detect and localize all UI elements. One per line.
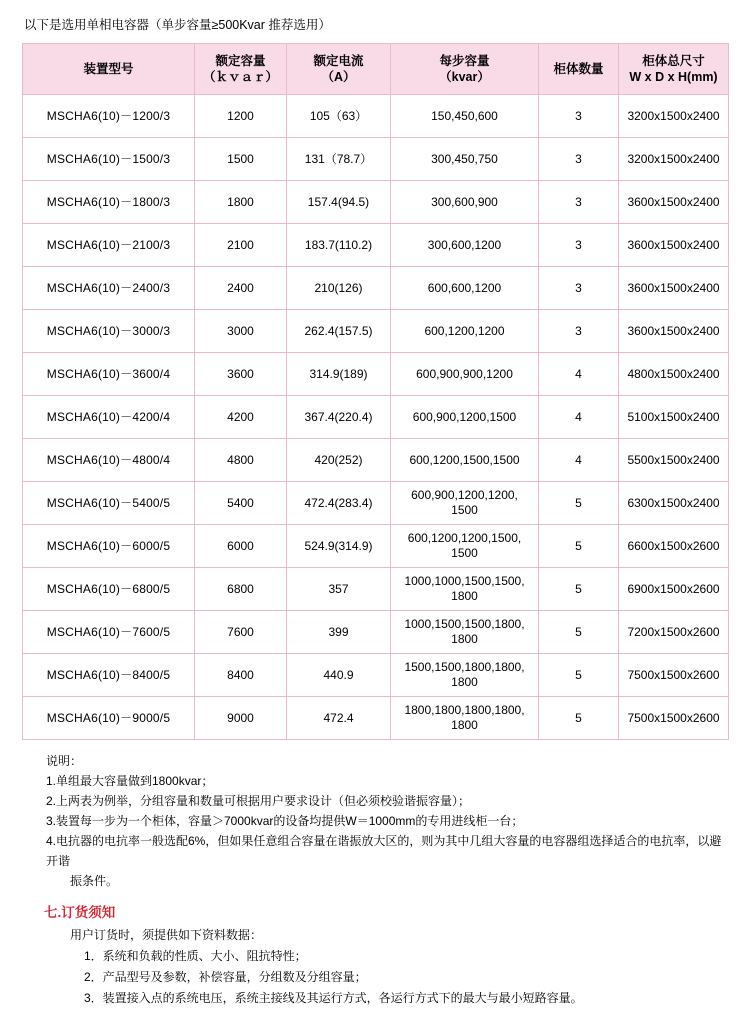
table-row	[23, 267, 729, 310]
list-item: 2．产品型号及参数，补偿容量，分组数及分组容量；	[84, 970, 367, 984]
cell-model: MSCHA6(10)－2400/3	[23, 267, 195, 310]
order-notice-block	[70, 925, 728, 1009]
cell-rated-current: 262.4(157.5)	[287, 310, 391, 353]
cell-step-capacity: 600,600,1200	[391, 267, 539, 310]
cell-rated-current: 183.7(110.2)	[287, 224, 391, 267]
cell-cabinet-size: 7500x1500x2600	[619, 654, 729, 697]
cell-step-capacity: 1000,1000,1500,1500, 1800	[391, 568, 539, 611]
cell-rated-current: 131（78.7）	[287, 138, 391, 181]
cell-rated-capacity: 6000	[195, 525, 287, 568]
cell-model: MSCHA6(10)－1200/3	[23, 95, 195, 138]
cell-rated-capacity: 7600	[195, 611, 287, 654]
cell-cabinet-count: 4	[539, 396, 619, 439]
cell-model: MSCHA6(10)－3000/3	[23, 310, 195, 353]
cell-rated-current: 314.9(189)	[287, 353, 391, 396]
table-header-row	[23, 44, 729, 95]
cell-step-capacity: 150,450,600	[391, 95, 539, 138]
cell-cabinet-size: 4800x1500x2400	[619, 353, 729, 396]
column-header-step-capacity: 每步容量 （kvar）	[391, 44, 539, 95]
cell-step-capacity: 1800,1800,1800,1800, 1800	[391, 697, 539, 740]
cell-cabinet-size: 5100x1500x2400	[619, 396, 729, 439]
cell-rated-current: 210(126)	[287, 267, 391, 310]
note-item: 2.上两表为例举，分组容量和数量可根据用户要求设计（但必须校验谐振容量）；	[46, 794, 471, 808]
column-header-cabinet-count: 柜体数量	[539, 44, 619, 95]
note-item: 3.装置每一步为一个柜体，容量＞7000kvar的设备均提供W＝1000mm的专用进线柜一台；	[46, 814, 524, 828]
cell-rated-current: 472.4(283.4)	[287, 482, 391, 525]
cell-rated-capacity: 8400	[195, 654, 287, 697]
cell-cabinet-size: 3600x1500x2400	[619, 224, 729, 267]
cell-cabinet-count: 5	[539, 654, 619, 697]
table-row	[23, 224, 729, 267]
column-header-model: 装置型号	[23, 44, 195, 95]
cell-cabinet-size: 6600x1500x2600	[619, 525, 729, 568]
cell-step-capacity: 600,900,1200,1200, 1500	[391, 482, 539, 525]
table-row	[23, 697, 729, 740]
column-header-cabinet-size: 柜体总尺寸 W x D x H(mm)	[619, 44, 729, 95]
cell-rated-current: 357	[287, 568, 391, 611]
cell-cabinet-size: 3200x1500x2400	[619, 138, 729, 181]
note-item-continuation: 振条件。	[70, 874, 119, 888]
cell-cabinet-count: 5	[539, 525, 619, 568]
cell-rated-capacity: 9000	[195, 697, 287, 740]
cell-rated-capacity: 1500	[195, 138, 287, 181]
cell-model: MSCHA6(10)－1800/3	[23, 181, 195, 224]
cell-model: MSCHA6(10)－7600/5	[23, 611, 195, 654]
cell-cabinet-size: 3600x1500x2400	[619, 310, 729, 353]
table-row	[23, 611, 729, 654]
cell-model: MSCHA6(10)－9000/5	[23, 697, 195, 740]
cell-model: MSCHA6(10)－6000/5	[23, 525, 195, 568]
cell-step-capacity: 300,600,1200	[391, 224, 539, 267]
cell-cabinet-size: 6300x1500x2400	[619, 482, 729, 525]
table-row	[23, 181, 729, 224]
intro-text: 以下是选用单相电容器（单步容量≥500Kvar 推荐选用）	[24, 18, 331, 32]
section-heading-order-notice: 七.订货须知	[44, 905, 116, 920]
table-row	[23, 353, 729, 396]
table-header	[23, 44, 729, 95]
note-item: 1.单组最大容量做到1800kvar；	[46, 774, 214, 788]
cell-cabinet-size: 5500x1500x2400	[619, 439, 729, 482]
specification-table	[22, 43, 729, 740]
cell-cabinet-count: 5	[539, 568, 619, 611]
column-header-rated-capacity: 额定容量 （ｋｖａｒ）	[195, 44, 287, 95]
cell-rated-capacity: 3600	[195, 353, 287, 396]
cell-rated-current: 440.9	[287, 654, 391, 697]
cell-step-capacity: 600,1200,1200,1500, 1500	[391, 525, 539, 568]
cell-rated-capacity: 2400	[195, 267, 287, 310]
cell-rated-capacity: 1200	[195, 95, 287, 138]
cell-cabinet-count: 4	[539, 439, 619, 482]
cell-cabinet-size: 7500x1500x2600	[619, 697, 729, 740]
column-header-rated-current: 额定电流 （A）	[287, 44, 391, 95]
cell-rated-capacity: 2100	[195, 224, 287, 267]
table-body	[23, 95, 729, 740]
cell-step-capacity: 600,900,1200,1500	[391, 396, 539, 439]
cell-cabinet-count: 4	[539, 353, 619, 396]
cell-cabinet-size: 7200x1500x2600	[619, 611, 729, 654]
cell-rated-current: 524.9(314.9)	[287, 525, 391, 568]
cell-rated-current: 157.4(94.5)	[287, 181, 391, 224]
cell-cabinet-size: 3200x1500x2400	[619, 95, 729, 138]
cell-rated-capacity: 1800	[195, 181, 287, 224]
cell-rated-current: 105（63）	[287, 95, 391, 138]
list-item: 3．装置接入点的系统电压，系统主接线及其运行方式，各运行方式下的最大与最小短路容量。	[84, 991, 583, 1005]
cell-rated-capacity: 5400	[195, 482, 287, 525]
cell-model: MSCHA6(10)－5400/5	[23, 482, 195, 525]
table-row	[23, 95, 729, 138]
cell-model: MSCHA6(10)－4200/4	[23, 396, 195, 439]
cell-model: MSCHA6(10)－6800/5	[23, 568, 195, 611]
cell-model: MSCHA6(10)－8400/5	[23, 654, 195, 697]
cell-cabinet-count: 5	[539, 611, 619, 654]
cell-cabinet-size: 3600x1500x2400	[619, 181, 729, 224]
cell-rated-capacity: 3000	[195, 310, 287, 353]
cell-cabinet-count: 5	[539, 482, 619, 525]
cell-model: MSCHA6(10)－4800/4	[23, 439, 195, 482]
cell-cabinet-count: 3	[539, 310, 619, 353]
table-row	[23, 654, 729, 697]
cell-step-capacity: 600,1200,1500,1500	[391, 439, 539, 482]
cell-rated-current: 420(252)	[287, 439, 391, 482]
cell-cabinet-count: 3	[539, 224, 619, 267]
note-item: 4.电抗器的电抗率一般选配6%，但如果任意组合容量在谐振放大区的，则为其中几组大容量的电容器组选择适合的电抗率，以避开谐	[46, 834, 722, 868]
notes-block	[22, 751, 728, 891]
cell-rated-current: 367.4(220.4)	[287, 396, 391, 439]
table-row	[23, 525, 729, 568]
cell-step-capacity: 1000,1500,1500,1800, 1800	[391, 611, 539, 654]
cell-cabinet-count: 5	[539, 697, 619, 740]
cell-cabinet-count: 3	[539, 95, 619, 138]
cell-cabinet-size: 3600x1500x2400	[619, 267, 729, 310]
table-row	[23, 482, 729, 525]
cell-model: MSCHA6(10)－1500/3	[23, 138, 195, 181]
table-row	[23, 568, 729, 611]
table-row	[23, 439, 729, 482]
table-row	[23, 396, 729, 439]
notes-title: 说明：	[46, 754, 83, 768]
cell-cabinet-count: 3	[539, 267, 619, 310]
cell-step-capacity: 300,600,900	[391, 181, 539, 224]
cell-step-capacity: 600,900,900,1200	[391, 353, 539, 396]
cell-cabinet-count: 3	[539, 181, 619, 224]
list-item: 1．系统和负载的性质、大小、阻抗特性；	[84, 949, 307, 963]
cell-rated-capacity: 6800	[195, 568, 287, 611]
table-row	[23, 310, 729, 353]
cell-rated-capacity: 4800	[195, 439, 287, 482]
cell-model: MSCHA6(10)－3600/4	[23, 353, 195, 396]
order-notice-list	[70, 946, 728, 1009]
cell-step-capacity: 300,450,750	[391, 138, 539, 181]
order-notice-lead: 用户订货时，须提供如下资料数据：	[70, 928, 263, 942]
cell-cabinet-count: 3	[539, 138, 619, 181]
cell-cabinet-size: 6900x1500x2600	[619, 568, 729, 611]
cell-rated-current: 472.4	[287, 697, 391, 740]
cell-step-capacity: 600,1200,1200	[391, 310, 539, 353]
table-row	[23, 138, 729, 181]
cell-step-capacity: 1500,1500,1800,1800, 1800	[391, 654, 539, 697]
cell-rated-capacity: 4200	[195, 396, 287, 439]
cell-rated-current: 399	[287, 611, 391, 654]
cell-model: MSCHA6(10)－2100/3	[23, 224, 195, 267]
